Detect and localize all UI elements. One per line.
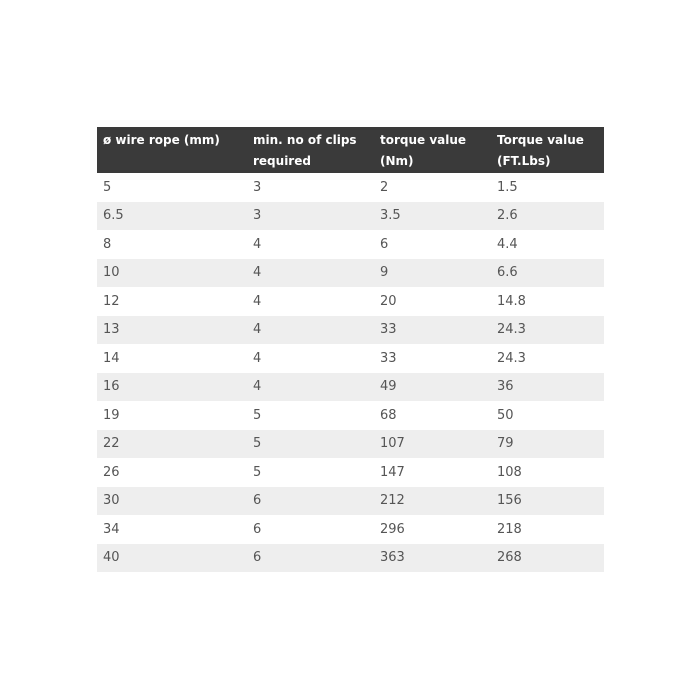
cell-torque-nm: 212 <box>380 493 405 509</box>
header-row <box>97 127 604 173</box>
cell-torque-ftlbs: 268 <box>497 550 522 566</box>
table-row <box>97 401 604 430</box>
cell-torque-nm: 363 <box>380 550 405 566</box>
header-line: Torque value <box>497 133 584 147</box>
table-row <box>97 344 604 373</box>
cell-torque-nm: 6 <box>380 236 389 252</box>
cell-min-clips: 4 <box>253 379 262 395</box>
cell-torque-ftlbs: 50 <box>497 407 514 423</box>
cell-torque-ftlbs: 79 <box>497 436 514 452</box>
cell-torque-nm: 107 <box>380 436 405 452</box>
header-wire-rope-diameter <box>97 127 247 173</box>
cell-wire-rope-diameter: 16 <box>103 379 120 395</box>
cell-torque-ftlbs: 6.6 <box>497 265 518 281</box>
header-line: required <box>253 154 311 168</box>
cell-wire-rope-diameter: 6.5 <box>103 208 124 224</box>
cell-torque-ftlbs: 4.4 <box>497 236 518 252</box>
cell-min-clips: 4 <box>253 350 262 366</box>
table-row <box>97 487 604 516</box>
cell-torque-ftlbs: 108 <box>497 464 522 480</box>
cell-torque-nm: 20 <box>380 293 397 309</box>
table-body <box>97 173 604 572</box>
cell-min-clips: 4 <box>253 236 262 252</box>
cell-min-clips: 5 <box>253 407 262 423</box>
header-torque-nm <box>374 127 491 173</box>
cell-torque-nm: 3.5 <box>380 208 401 224</box>
cell-wire-rope-diameter: 30 <box>103 493 120 509</box>
table-row <box>97 202 604 231</box>
cell-wire-rope-diameter: 40 <box>103 550 120 566</box>
cell-min-clips: 4 <box>253 322 262 338</box>
header-line: ø wire rope (mm) <box>103 133 220 147</box>
cell-min-clips: 3 <box>253 208 262 224</box>
cell-min-clips: 4 <box>253 265 262 281</box>
table-header <box>97 127 604 173</box>
cell-min-clips: 4 <box>253 293 262 309</box>
header-min-clips <box>247 127 374 173</box>
cell-wire-rope-diameter: 19 <box>103 407 120 423</box>
wire-rope-clip-torque-table <box>97 127 604 572</box>
cell-wire-rope-diameter: 13 <box>103 322 120 338</box>
cell-wire-rope-diameter: 12 <box>103 293 120 309</box>
cell-min-clips: 5 <box>253 464 262 480</box>
header-line: min. no of clips <box>253 133 357 147</box>
cell-min-clips: 6 <box>253 493 262 509</box>
cell-torque-ftlbs: 36 <box>497 379 514 395</box>
torque-table-container <box>97 127 604 572</box>
table-row <box>97 259 604 288</box>
cell-torque-ftlbs: 14.8 <box>497 293 526 309</box>
cell-wire-rope-diameter: 22 <box>103 436 120 452</box>
header-line: torque value <box>380 133 467 147</box>
cell-min-clips: 3 <box>253 179 262 195</box>
cell-wire-rope-diameter: 8 <box>103 236 112 252</box>
cell-torque-ftlbs: 218 <box>497 521 522 537</box>
table-row <box>97 430 604 459</box>
table-row <box>97 458 604 487</box>
cell-torque-nm: 33 <box>380 350 397 366</box>
cell-wire-rope-diameter: 26 <box>103 464 120 480</box>
table-row <box>97 316 604 345</box>
cell-torque-ftlbs: 24.3 <box>497 322 526 338</box>
cell-min-clips: 6 <box>253 521 262 537</box>
cell-torque-nm: 296 <box>380 521 405 537</box>
header-line: (Nm) <box>380 154 414 168</box>
table-row <box>97 230 604 259</box>
cell-torque-nm: 9 <box>380 265 389 281</box>
cell-torque-nm: 49 <box>380 379 397 395</box>
cell-min-clips: 5 <box>253 436 262 452</box>
cell-torque-ftlbs: 1.5 <box>497 179 518 195</box>
table-row <box>97 287 604 316</box>
cell-torque-ftlbs: 24.3 <box>497 350 526 366</box>
cell-wire-rope-diameter: 10 <box>103 265 120 281</box>
cell-torque-nm: 68 <box>380 407 397 423</box>
table-row <box>97 544 604 573</box>
cell-wire-rope-diameter: 14 <box>103 350 120 366</box>
cell-torque-ftlbs: 2.6 <box>497 208 518 224</box>
cell-torque-nm: 2 <box>380 179 389 195</box>
header-line: (FT.Lbs) <box>497 154 551 168</box>
cell-torque-nm: 33 <box>380 322 397 338</box>
cell-wire-rope-diameter: 5 <box>103 179 112 195</box>
cell-wire-rope-diameter: 34 <box>103 521 120 537</box>
cell-min-clips: 6 <box>253 550 262 566</box>
cell-torque-nm: 147 <box>380 464 405 480</box>
table-row <box>97 373 604 402</box>
cell-torque-ftlbs: 156 <box>497 493 522 509</box>
table-row <box>97 515 604 544</box>
header-torque-ftlbs <box>491 127 604 173</box>
table-row <box>97 173 604 202</box>
